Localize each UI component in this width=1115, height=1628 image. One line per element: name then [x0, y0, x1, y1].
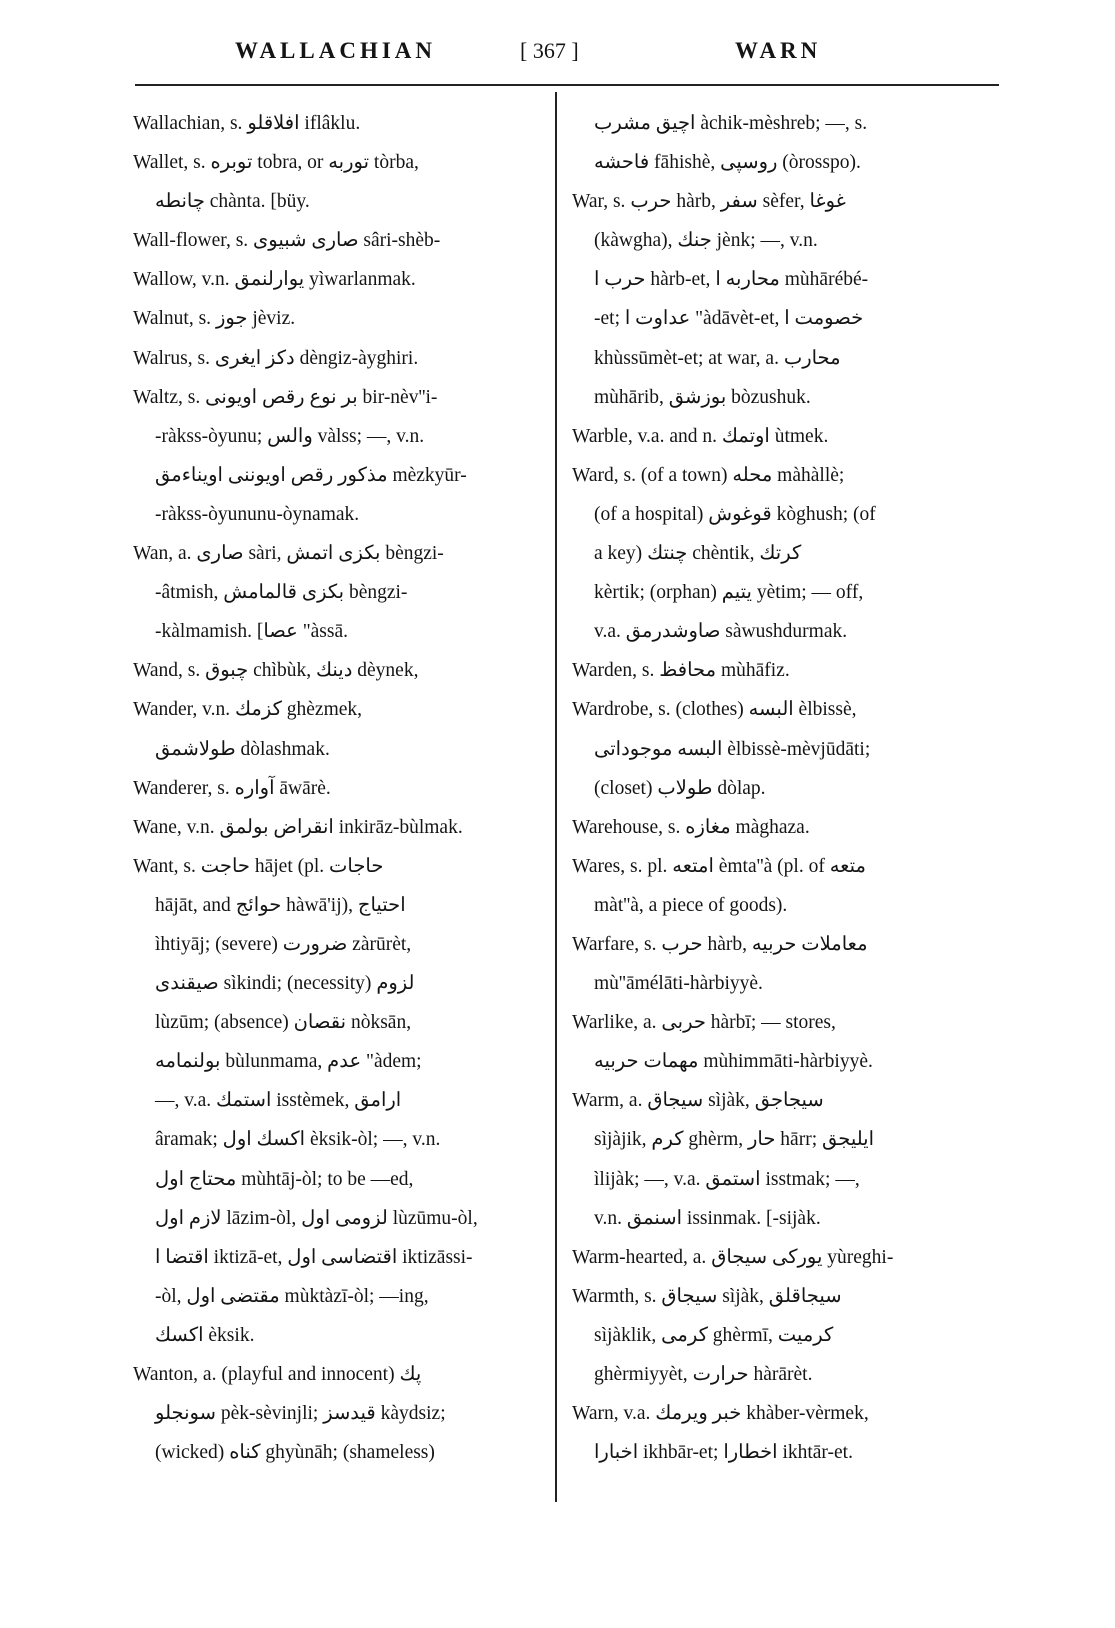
entry-line: -òl, مقتضى اول mùktàzī-òl; —ing, — [155, 1285, 429, 1307]
entry-line: -ràkss-òyununu-òynamak. — [155, 503, 360, 525]
entry-line: Warmth, s. سيجاق sìjàk, سيجاقلق — [572, 1285, 842, 1307]
entry-line: War, s. حرب hàrb, سفر sèfer, غوغا — [572, 191, 846, 213]
entry-line: Wallachian, s. افلاقلو iflâklu. — [133, 113, 361, 134]
entry-line: Warlike, a. حربى hàrbī; — stores, — [572, 1012, 836, 1034]
entry-line: (wicked) كناه ghyùnāh; (shameless) — [155, 1442, 435, 1464]
entry-line: Wardrobe, s. (clothes) البسه èlbissè, — [572, 699, 857, 721]
entry-line: مذكور رقص اويوننى اويناءمق mèzkyūr- — [155, 464, 467, 486]
entry-line: v.n. اسنمق issinmak. [-sijàk. — [594, 1207, 821, 1229]
entry-line: mùhārib, بوزشق bòzushuk. — [594, 386, 811, 408]
right-headword: WARN — [735, 38, 822, 63]
entry-line: v.a. صاوشدرمق sàwushdurmak. — [594, 621, 848, 643]
entry-line: Warn, v.a. خبر ويرمك khàber-vèrmek, — [572, 1403, 869, 1425]
entry-line: Wall-flower, s. صارى شبيوى sâri-shèb- — [133, 230, 441, 252]
entry-line: چانطه chànta. [büy. — [155, 191, 310, 213]
entry-line: khùssūmèt-et; at war, a. محارب — [594, 347, 841, 369]
entry-line: Warden, s. محافظ mùhāfiz. — [572, 660, 790, 682]
entry-line: Warm-hearted, a. يوركى سيجاق yùreghi- — [572, 1246, 894, 1268]
entry-line: Wallet, s. توبره tobra, or توربه tòrba, — [133, 152, 419, 174]
left-column — [133, 104, 543, 1472]
header-rule — [135, 84, 999, 86]
entry-line: (closet) طولاب dòlap. — [594, 777, 766, 799]
entry-line: ghèrmiyyèt, حرارت hàrārèt. — [594, 1364, 813, 1385]
entry-line: Warehouse, s. مغازه màghaza. — [572, 816, 810, 838]
entry-line: -âtmish, بكزى قالمامش bèngzi- — [155, 582, 408, 604]
entry-line: ìhtiyāj; (severe) ضرورت zàrūrèt, — [155, 933, 412, 955]
entry-line: Warfare, s. حرب hàrb, معاملات حربيه — [572, 933, 868, 955]
entry-line: فاحشه fāhishè, روسپى (òrosspo). — [594, 152, 861, 174]
entry-line: Warm, a. سيجاق sìjàk, سيجاجق — [572, 1090, 824, 1112]
entry-line: لازم اول lāzim-òl, لزومى اول lùzūmu-òl, — [155, 1207, 478, 1229]
entry-line: البسه موجوداتى èlbissè-mèvjūdāti; — [594, 738, 871, 760]
page-number: [ 367 ] — [520, 38, 579, 63]
entry-line: sìjàjik, كرم ghèrm, حار hārr; ايليجق — [594, 1129, 875, 1151]
entry-line: Walrus, s. دكز ايغرى dèngiz-àyghiri. — [133, 347, 419, 369]
entry-line: mù''āmélāti-hàrbiyyè. — [594, 973, 763, 995]
entry-line: بولنمامه bùlunmama, عدم "àdem; — [155, 1051, 422, 1073]
entry-line: اخبارا ikhbār-et; اخطارا ikhtār-et. — [594, 1442, 853, 1464]
entry-line: (kàwgha), جنك jènk; —, v.n. — [594, 230, 818, 252]
entry-line: Wares, s. pl. امتعه èmta''à (pl. of متعه — [572, 855, 866, 877]
entry-line: lùzūm; (absence) نقصان nòksān, — [155, 1012, 412, 1034]
entry-line: -kàlmamish. [عصا "àssā. — [155, 621, 349, 643]
entry-line: Waltz, s. بر نوع رقص اويونى bir-nèv''i- — [133, 386, 438, 408]
entry-line: hājāt, and حوائج hàwā'ij), احتياج — [155, 894, 406, 916]
entry-line: اقتضا ا iktizā-et, اقتضاسى اول iktizāssi- — [155, 1246, 473, 1268]
entry-line: Wan, a. صارى sàri, بكزى اتمش bèngzi- — [133, 543, 444, 565]
running-header — [135, 38, 995, 78]
entry-line: اچيق مشرب àchik-mèshreb; —, s. — [594, 113, 868, 134]
entry-line: âramak; اكسك اول èksik-òl; —, v.n. — [155, 1129, 441, 1151]
entry-line: Wallow, v.n. يوارلنمق yìwarlanmak. — [133, 269, 416, 291]
entry-line: طولاشمق dòlashmak. — [155, 738, 330, 760]
entry-line: kèrtik; (orphan) يتيم yètim; — off, — [594, 582, 864, 604]
entry-line: Warble, v.a. and n. اوتمك ùtmek. — [572, 425, 829, 447]
entry-line: (of a hospital) قوغوش kòghush; (of — [594, 503, 876, 525]
entry-line: -et; عداوت ا "àdāvèt-et, خصومت ا — [594, 308, 864, 330]
entry-line: Wanderer, s. آواره āwārè. — [133, 777, 331, 799]
entry-line: a key) چنتك chèntik, كرتك — [594, 543, 802, 565]
entry-line: -ràkss-òyunu; والس vàlss; —, v.n. — [155, 425, 425, 447]
entry-line: Wand, s. چبوق chìbùk, دينك dèynek, — [133, 660, 419, 682]
entry-line: Ward, s. (of a town) محله màhàllè; — [572, 464, 845, 486]
entry-line: Wane, v.n. انقراض بولمق inkirāz-bùlmak. — [133, 816, 463, 838]
entry-line: صيقندى sìkindi; (necessity) لزوم — [155, 973, 415, 995]
entry-line: —, v.a. استمك isstèmek, ارامق — [155, 1090, 402, 1112]
entry-line: Wander, v.n. كزمك ghèzmek, — [133, 699, 363, 721]
entry-line: سونجلو pèk-sèvinjli; قيدسز kàydsiz; — [155, 1403, 446, 1425]
entry-line: Want, s. حاجت hājet (pl. حاجات — [133, 855, 384, 877]
entry-line: محتاج اول mùhtāj-òl; to be —ed, — [155, 1168, 414, 1190]
column-divider — [555, 92, 557, 1502]
entry-line: Walnut, s. جوز jèviz. — [133, 308, 296, 330]
entry-line: مهمات حربيه mùhimmāti-hàrbiyyè. — [594, 1051, 873, 1073]
entry-line: Wanton, a. (playful and innocent) پك — [133, 1364, 422, 1385]
right-column — [572, 104, 982, 1472]
left-headword: WALLACHIAN — [235, 38, 437, 63]
entry-line: اكسك èksik. — [155, 1324, 255, 1346]
entry-line: ìlijàk; —, v.a. استمق isstmak; —, — [594, 1168, 860, 1190]
entry-line: حرب ا hàrb-et, محاربه ا mùhārébé- — [594, 269, 869, 291]
entry-line: màt''à, a piece of goods). — [594, 894, 788, 916]
entry-line: sìjàklik, كرمى ghèrmī, كرميت — [594, 1324, 834, 1346]
